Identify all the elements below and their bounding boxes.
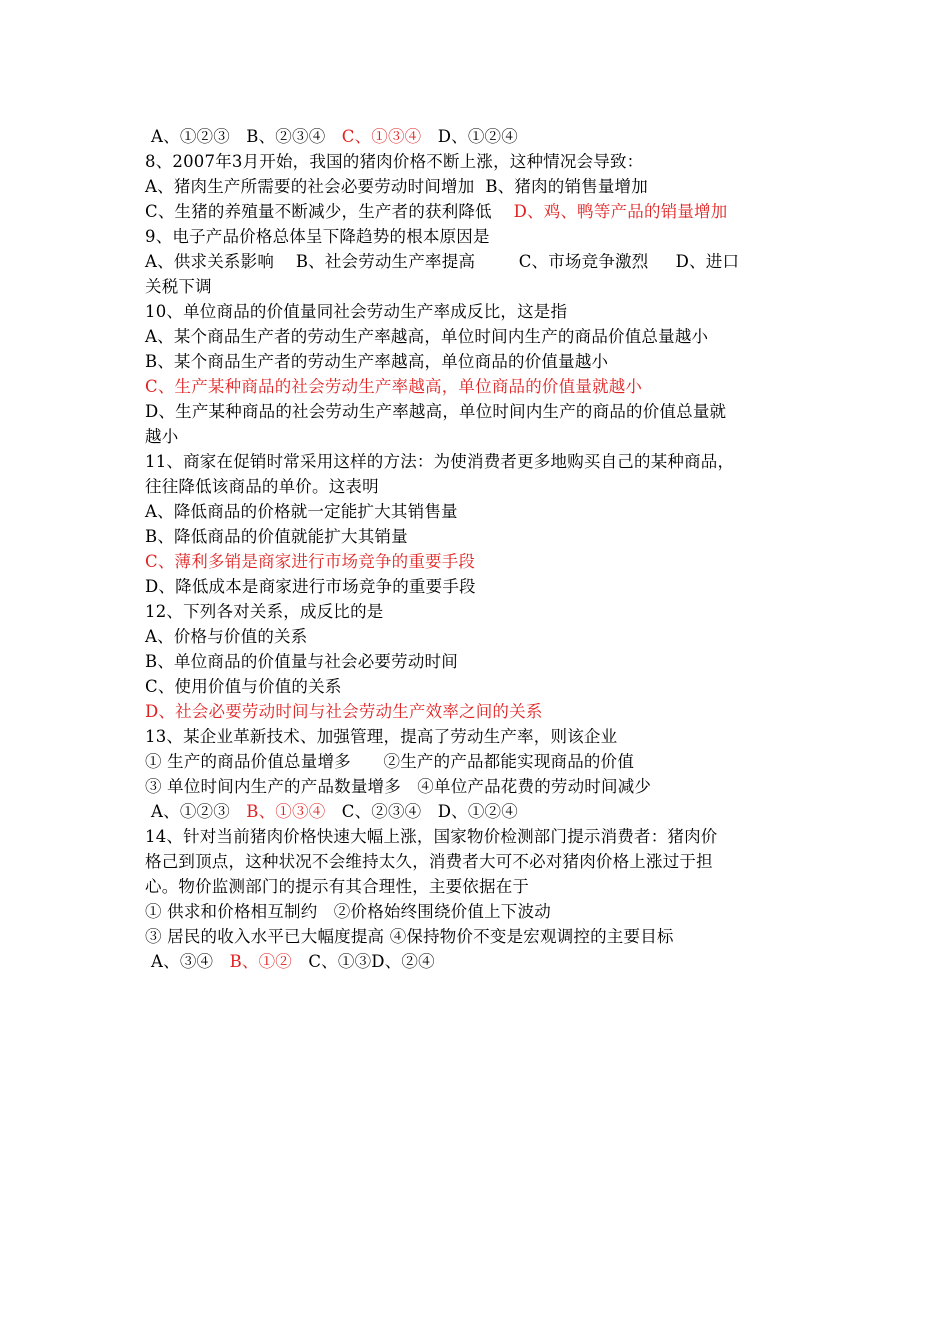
q9-option-d-cont: 关税下调 — [145, 277, 212, 296]
q14-option-d: D、②④ — [371, 952, 435, 971]
q8-option-c: C、生猪的养殖量不断减少，生产者的获利降低 — [145, 202, 492, 221]
q11-option-a: A、降低商品的价格就一定能扩大其销售量 — [145, 502, 458, 521]
q12-stem: 12、下列各对关系，成反比的是 — [145, 602, 384, 621]
q14-item-4: ④保持物价不变是宏观调控的主要目标 — [389, 927, 674, 946]
q7-option-d: D、①②④ — [437, 127, 518, 146]
q8-option-b: B、猪肉的销售量增加 — [485, 177, 648, 196]
q11-stem-cont: 往往降低该商品的单价。这表明 — [145, 477, 379, 496]
q9-option-a: A、供求关系影响 — [145, 252, 275, 271]
q9-option-c: C、市场竞争激烈 — [518, 252, 649, 271]
q14-items-12 — [145, 899, 825, 924]
q9-option-b: B、社会劳动生产率提高 — [295, 252, 476, 271]
q14-item-3: ③ 居民的收入水平已大幅度提高 — [145, 927, 385, 946]
q10-stem: 10、单位商品的价值量同社会劳动生产率成反比，这是指 — [145, 302, 568, 321]
q13-option-a: A、①②③ — [151, 802, 230, 821]
q9-option-d: D、进口 — [675, 252, 740, 271]
q13-items-12 — [145, 749, 825, 774]
q14-stem-cont-1: 格己到顶点，这种状况不会维持太久，消费者大可不必对猪肉价格上涨过于担 — [145, 852, 713, 871]
q14-options — [145, 949, 825, 974]
q10-option-a: A、某个商品生产者的劳动生产率越高，单位时间内生产的商品价值总量越小 — [145, 327, 709, 346]
q14-items-34 — [145, 924, 825, 949]
q14-option-a: A、③④ — [151, 952, 214, 971]
q7-option-c-answer: C、①③④ — [341, 127, 422, 146]
q8-option-d-answer: D、鸡、鸭等产品的销量增加 — [513, 202, 728, 221]
q8-stem: 8、2007年3月开始，我国的猪肉价格不断上涨，这种情况会导致： — [145, 152, 644, 171]
q14-option-b-answer: B、①② — [229, 952, 292, 971]
q13-option-b-answer: B、①③④ — [246, 802, 326, 821]
question-list — [145, 124, 825, 974]
q12-option-d-answer: D、社会必要劳动时间与社会劳动生产效率之间的关系 — [145, 702, 543, 721]
q11-option-b: B、降低商品的价值就能扩大其销量 — [145, 527, 408, 546]
q10-option-d: D、生产某种商品的社会劳动生产率越高，单位时间内生产的商品的价值总量就 — [145, 402, 727, 421]
q13-item-2: ②生产的产品都能实现商品的价值 — [383, 752, 635, 771]
q11-option-d: D、降低成本是商家进行市场竞争的重要手段 — [145, 577, 476, 596]
q7-option-a: A、①②③ — [151, 127, 230, 146]
q12-option-c: C、使用价值与价值的关系 — [145, 677, 342, 696]
q7-option-b: B、②③④ — [246, 127, 326, 146]
q13-items-34 — [145, 774, 825, 799]
q8-options-cd — [145, 199, 825, 224]
q13-options — [145, 799, 825, 824]
q11-option-c-answer: C、薄利多销是商家进行市场竞争的重要手段 — [145, 552, 476, 571]
q13-option-d: D、①②④ — [437, 802, 518, 821]
q13-option-c: C、②③④ — [341, 802, 422, 821]
q9-options — [145, 249, 825, 274]
q11-stem: 11、商家在促销时常采用这样的方法：为使消费者更多地购买自己的某种商品， — [145, 452, 735, 471]
q7-options — [145, 124, 825, 149]
q10-option-d-cont: 越小 — [145, 427, 179, 446]
q14-option-c: C、①③ — [308, 952, 372, 971]
q12-option-a: A、价格与价值的关系 — [145, 627, 308, 646]
q13-item-3: ③ 单位时间内生产的产品数量增多 — [145, 777, 401, 796]
q10-option-c-answer: C、生产某种商品的社会劳动生产率越高，单位商品的价值量就越小 — [145, 377, 643, 396]
q14-stem: 14、针对当前猪肉价格快速大幅上涨，国家物价检测部门提示消费者：猪肉价 — [145, 827, 718, 846]
q10-option-b: B、某个商品生产者的劳动生产率越高，单位商品的价值量越小 — [145, 352, 609, 371]
q13-item-1: ① 生产的商品价值总量增多 — [145, 752, 351, 771]
q13-stem: 13、某企业革新技术、加强管理，提高了劳动生产率，则该企业 — [145, 727, 618, 746]
q14-stem-cont-2: 心。物价监测部门的提示有其合理性，主要依据在于 — [145, 877, 530, 896]
q14-item-2: ②价格始终围绕价值上下波动 — [333, 902, 551, 921]
q9-stem: 9、电子产品价格总体呈下降趋势的根本原因是 — [145, 227, 490, 246]
q12-option-b: B、单位商品的价值量与社会必要劳动时间 — [145, 652, 458, 671]
q13-item-4: ④单位产品花费的劳动时间减少 — [417, 777, 652, 796]
q14-item-1: ① 供求和价格相互制约 — [145, 902, 318, 921]
q8-option-a: A、猪肉生产所需要的社会必要劳动时间增加 — [145, 177, 475, 196]
q8-options-ab — [145, 174, 825, 199]
